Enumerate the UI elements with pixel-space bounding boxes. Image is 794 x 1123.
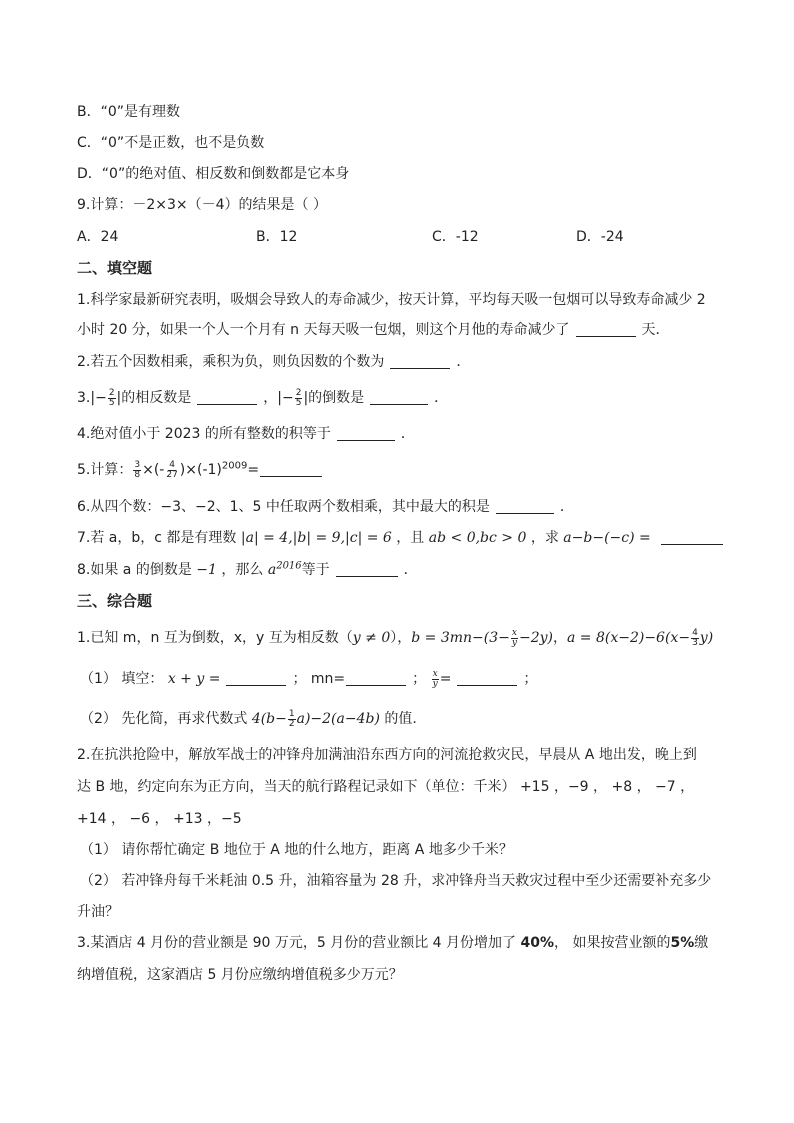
s2-q1-line2: 小时 20 分，如果一个人一个月有 n 天每天吸一包烟，则这个月他的寿命减少了 天．: [77, 322, 670, 338]
s3-q3-line1: 3.某酒店 4 月份的营业额是 90 万元，5 月份的营业额比 4 月份增加了 40%， 如果按营业额的5%缴: [77, 935, 709, 951]
s2-q7: 7.若 a，b，c 都是有理数 |a| = 4,|b| = 9,|c| = 6 ，且 ab < 0,bc > 0 ，求 a−b−(−c) =: [77, 528, 754, 548]
s2-q5: 5.计算： $\frac{3}{8}$ ×(- $\frac{4}{27}$ )$\times(-1)^{2009}=$: [77, 460, 754, 480]
fraction: $\frac{2}{5}$: [108, 387, 115, 408]
answer-blank[interactable]: [337, 426, 395, 441]
fraction: $\frac{2}{5}$: [295, 387, 302, 408]
q9-option-b: B．12: [256, 229, 298, 245]
answer-blank[interactable]: [390, 354, 450, 369]
q9-option-c: C．-12: [432, 229, 479, 245]
s3-q2-sub2-line2: 升油？: [77, 904, 119, 920]
section-2-title: 二、填空题: [77, 259, 153, 277]
s3-q1-stem: 1.已知 m，n 互为倒数，x，y 互为相反数（y ≠ 0），b = 3mn−(3− $\frac{x}{y}$ −2y)，a = 8(x−2)−6(x− $\frac{4}{3}$ y): [77, 627, 714, 648]
fraction: $\frac{4}{3}$: [692, 627, 698, 648]
answer-blank[interactable]: [226, 671, 286, 686]
s2-q6: 6.从四个数：−3、−2、1、5 中任取两个数相乘，其中最大的积是 ．: [77, 499, 574, 515]
answer-blank[interactable]: [496, 499, 554, 514]
s2-q3: 3.|− $\frac{2}{5}$ |的相反数是 ，|− $\frac{2}{5}$ |的倒数是 ．: [77, 387, 449, 408]
option-d: D．“0”的绝对值、相反数和倒数都是它本身: [77, 166, 350, 182]
answer-blank[interactable]: [197, 390, 257, 405]
fraction: $\frac{3}{8}$: [134, 459, 141, 480]
fraction: $\frac{1}{2}$: [288, 708, 295, 729]
option-c: C．“0”不是正数，也不是负数: [77, 135, 265, 151]
answer-blank[interactable]: [346, 671, 406, 686]
question-9-stem: 9.计算：－2×3×（－4）的结果是（ ）: [77, 197, 327, 213]
s3-q2-sub1: （1） 请你帮忙确定 B 地位于 A 地的什么地方，距离 A 地多少千米？: [80, 842, 513, 858]
option-b: B．“0”是有理数: [77, 104, 181, 120]
answer-blank[interactable]: [260, 462, 322, 477]
s3-q2-sub2-line1: （2） 若冲锋舟每千米耗油 0.5 升，油箱容量为 28 升，求冲锋舟当天救灾过程中至少还需要补充多少: [80, 873, 712, 889]
s3-q3-line2: 纳增值税，这家酒店 5 月份应缴纳增值税多少万元？: [77, 967, 403, 983]
s3-q2-line1: 2.在抗洪抢险中，解放军战士的冲锋舟加满油沿东西方向的河流抢救灾民，早晨从 A 地出发，晚上到: [77, 747, 697, 763]
q9-option-a: A．24: [77, 229, 119, 245]
section-3-title: 三、综合题: [77, 592, 153, 610]
fraction: $\frac{x}{y}$: [511, 627, 517, 648]
answer-blank[interactable]: [336, 562, 398, 577]
answer-blank[interactable]: [576, 322, 636, 337]
s3-q1-sub2: （2） 先化简，再求代数式 4(b− $\frac{1}{2}$ a)−2(a−4b) 的值.: [80, 708, 417, 729]
s3-q2-line3: +14 ， −6 ， +13 ，−5: [77, 811, 242, 827]
fraction: $\frac{4}{27}$: [166, 459, 178, 480]
s2-q2: 2.若五个因数相乘，乘积为负，则负因数的个数为 ．: [77, 354, 471, 370]
s3-q2-line2: 达 B 地，约定向东为正方向，当天的航行路程记录如下（单位：千米） +15 ，−9 ， +8 ， −7 ，: [77, 779, 695, 795]
s3-q1-sub1: （1） 填空： x + y = ； mn= ； $\frac{x}{y}$ = ；: [80, 668, 538, 689]
answer-blank[interactable]: [661, 530, 723, 545]
s2-q1-line1: 1.科学家最新研究表明，吸烟会导致人的寿命减少，按天计算，平均每天吸一包烟可以导致寿命减少 2: [77, 292, 706, 308]
s2-q8: 8.如果 a 的倒数是 −1 ，那么 $a^{2016}$等于 ．: [77, 560, 418, 578]
question-9-options: [77, 227, 754, 247]
answer-blank[interactable]: [370, 390, 428, 405]
fraction: $\frac{x}{y}$: [432, 668, 438, 689]
s2-q4: 4.绝对值小于 2023 的所有整数的积等于 ．: [77, 426, 415, 442]
q9-option-d: D．-24: [576, 229, 624, 245]
answer-blank[interactable]: [457, 671, 517, 686]
